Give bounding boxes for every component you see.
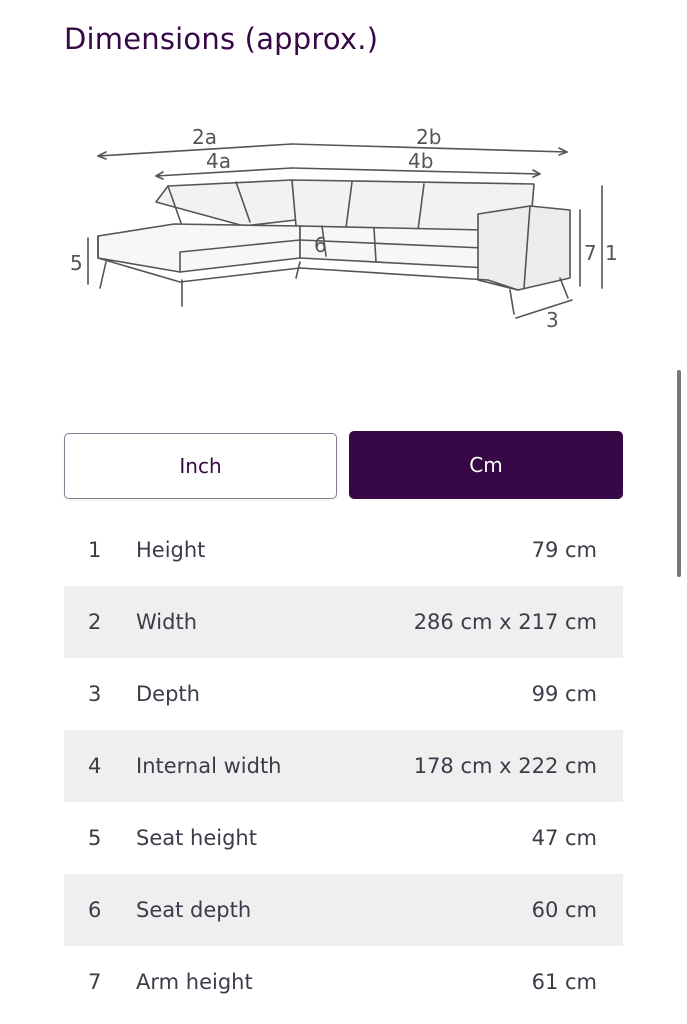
- row-number: 6: [88, 898, 102, 922]
- row-value: 178 cm x 222 cm: [413, 754, 597, 778]
- table-row-arm-height: [64, 946, 623, 1018]
- row-number: 4: [88, 754, 102, 778]
- dim-line-3: [516, 300, 572, 318]
- table-row-width: [64, 586, 623, 658]
- table-row-depth: [64, 658, 623, 730]
- row-label: Seat height: [136, 826, 257, 850]
- page-title: Dimensions (approx.): [64, 22, 379, 56]
- diagram-label-7: 7: [584, 241, 597, 265]
- row-value: 61 cm: [531, 970, 597, 994]
- row-value: 286 cm x 217 cm: [413, 610, 597, 634]
- row-label: Depth: [136, 682, 200, 706]
- row-label: Internal width: [136, 754, 282, 778]
- table-row-internal-width: [64, 730, 623, 802]
- scrollbar[interactable]: [677, 370, 681, 577]
- inch-button[interactable]: Inch: [64, 433, 337, 499]
- row-number: 5: [88, 826, 102, 850]
- diagram-label-4a: 4a: [206, 149, 231, 173]
- diagram-label-5: 5: [70, 251, 83, 275]
- cm-button[interactable]: Cm: [349, 431, 623, 499]
- row-value: 47 cm: [531, 826, 597, 850]
- row-number: 7: [88, 970, 102, 994]
- table-row-height: [64, 514, 623, 586]
- row-label: Seat depth: [136, 898, 252, 922]
- table-row-seat-height: [64, 802, 623, 874]
- dimensions-table: [64, 514, 623, 1018]
- row-number: 2: [88, 610, 102, 634]
- diagram-label-4b: 4b: [408, 149, 434, 173]
- table-row-seat-depth: [64, 874, 623, 946]
- diagram-label-1: 1: [605, 241, 618, 265]
- row-number: 1: [88, 538, 102, 562]
- row-label: Arm height: [136, 970, 253, 994]
- row-label: Height: [136, 538, 206, 562]
- diagram-label-2b: 2b: [416, 125, 442, 149]
- sofa-diagram-svg: [64, 110, 624, 340]
- row-value: 79 cm: [531, 538, 597, 562]
- row-label: Width: [136, 610, 198, 634]
- row-number: 3: [88, 682, 102, 706]
- diagram-label-3: 3: [546, 308, 559, 332]
- unit-toggle: [64, 431, 623, 501]
- diagram-label-6: 6: [314, 233, 327, 257]
- sofa-dimension-diagram: [64, 110, 624, 340]
- row-value: 99 cm: [531, 682, 597, 706]
- row-value: 60 cm: [531, 898, 597, 922]
- diagram-label-2a: 2a: [192, 125, 217, 149]
